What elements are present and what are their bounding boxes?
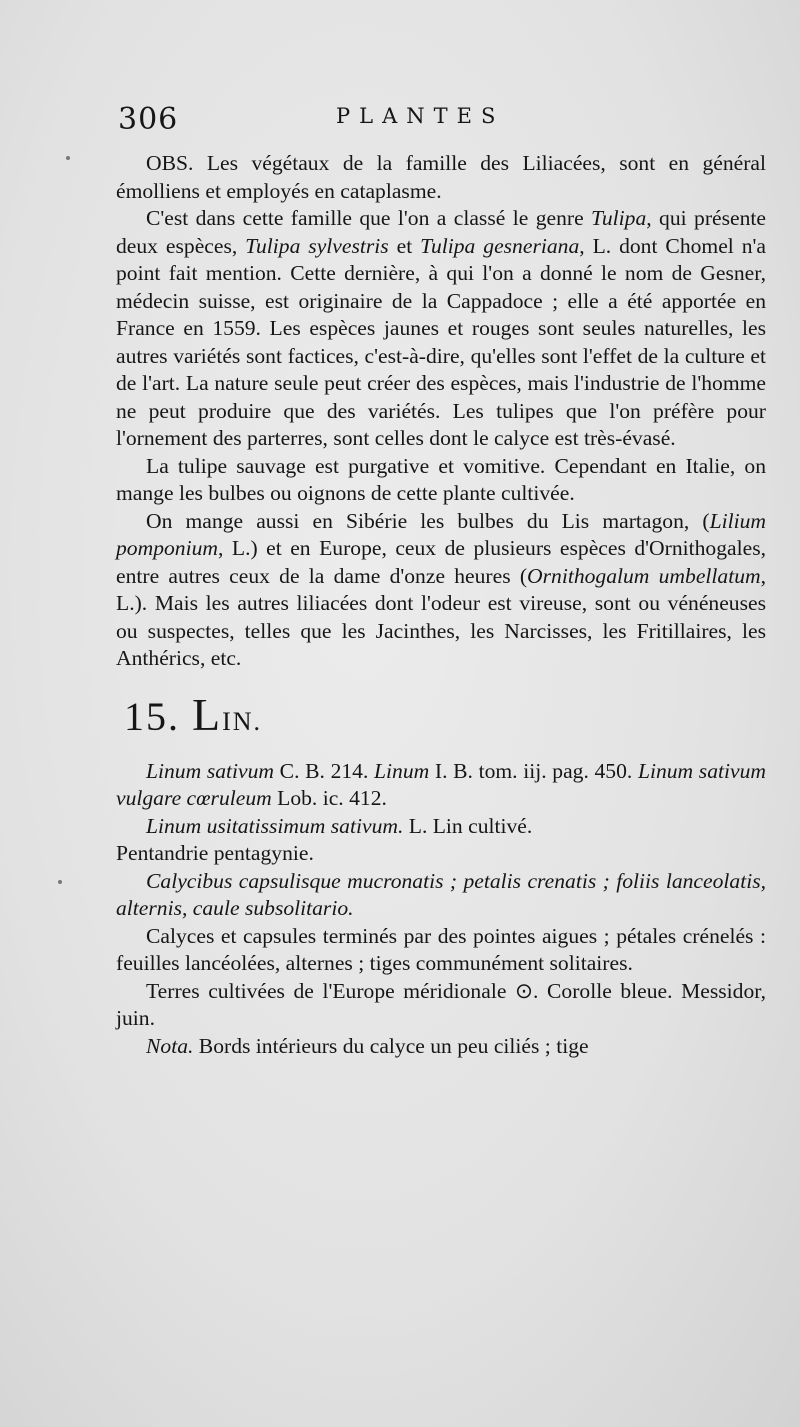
paragraph-liliaceae <box>116 508 766 673</box>
taxon-name: Tulipa sylvestris <box>245 233 389 258</box>
nota <box>116 1033 766 1061</box>
reference: C. B. 214. <box>274 758 375 783</box>
taxon-name: Lilium pomponium <box>116 508 766 560</box>
description-latin-text: Calycibus capsulisque mucronatis ; petalis crenatis ; foliis lanceolatis, alternis, caule subsolitario. <box>116 868 766 920</box>
text-run: C'est dans cette famille que l'on a classé le genre <box>146 206 592 230</box>
taxon-name: Tulipa gesneriana <box>420 233 580 258</box>
description-french: Calyces et capsules terminés par des pointes aigues ; pétales crénelés : feuilles lancéolées, alternes ; tiges communément solitaires. <box>116 923 766 975</box>
description-latin <box>116 868 766 923</box>
nota-text: Bords intérieurs du calyce un peu ciliés ; tige <box>193 1033 589 1058</box>
section-number: 15. <box>124 693 180 739</box>
synonym: Linum sativum <box>146 758 275 783</box>
print-speck <box>66 156 70 160</box>
species-name <box>116 813 766 841</box>
print-speck <box>58 880 62 884</box>
synonym: Linum sativum vulgare cœruleum <box>116 758 766 810</box>
page-number: 306 <box>118 102 179 137</box>
paragraph-wild-tulip: La tulipe sauvage est purgative et vomitive. Cependant en Italie, on mange les bulbes ou oignons de cette plante cultivée. <box>116 453 766 505</box>
paragraph-tulipa <box>116 205 766 453</box>
text-run: On mange aussi en Sibérie les bulbes du Lis martagon, ( <box>146 508 710 533</box>
text-run: , qui présente deux espèces, <box>116 206 766 258</box>
running-head: PLANTES <box>336 104 505 128</box>
section-title-rest: IN. <box>222 706 263 736</box>
text-run: et <box>388 233 421 258</box>
classification: Pentandrie pentagynie. <box>116 841 314 865</box>
species-name-french: L. Lin cultivé. <box>403 813 533 838</box>
reference: I. B. tom. iij. pag. 450. <box>429 758 638 783</box>
body-text <box>116 150 766 1060</box>
paragraph-obs: OBS. Les végétaux de la famille des Liliacées, sont en général émolliens et employés en cataplasme. <box>116 151 766 203</box>
synonym: Linum <box>374 758 430 783</box>
section-title-initial: L <box>192 688 223 740</box>
text-run: , L.) et en Europe, ceux de plusieurs espèces d'Ornithogales, entre autres ceux de la dame d'onze heures ( <box>116 536 766 588</box>
text-run: , L.). Mais les autres liliacées dont l'odeur est vireuse, sont ou vénéneuses ou suspectes, telles que les Jacinthes, les Narcisses, les Fritillaires, les Anthérics, etc. <box>116 563 766 670</box>
taxon-name: Ornithogalum umbellatum <box>527 563 761 588</box>
page-header <box>118 96 758 146</box>
reference: Lob. ic. 412. <box>271 786 387 810</box>
species-name-latin: Linum usitatissimum sativum. <box>146 813 404 838</box>
taxon-name: Tulipa <box>591 206 647 230</box>
synonyms <box>116 758 766 813</box>
section-heading <box>124 688 766 744</box>
habitat: Terres cultivées de l'Europe méridionale ⊙. Corolle bleue. Messidor, juin. <box>116 978 766 1030</box>
text-run: , L. dont Chomel n'a point fait mention. Cette dernière, à qui l'on a donné le nom de Gesner, médecin suisse, est originaire de la Cappadoce ; elle a été apportée en France en 1559. Les espèces jaunes et rouges sont seules naturelles, les autres variétés sont factices, c'est-à-dire, qu'elles sont l'effet de la culture et de l'art. La nature seule peut créer des espèces, mais l'industrie de l'homme ne peut produire que des variétés. Les tulipes que l'on préfère pour l'ornement des parterres, sont celles dont le calyce est très-évasé. <box>116 233 766 450</box>
nota-label: Nota. <box>146 1033 194 1058</box>
